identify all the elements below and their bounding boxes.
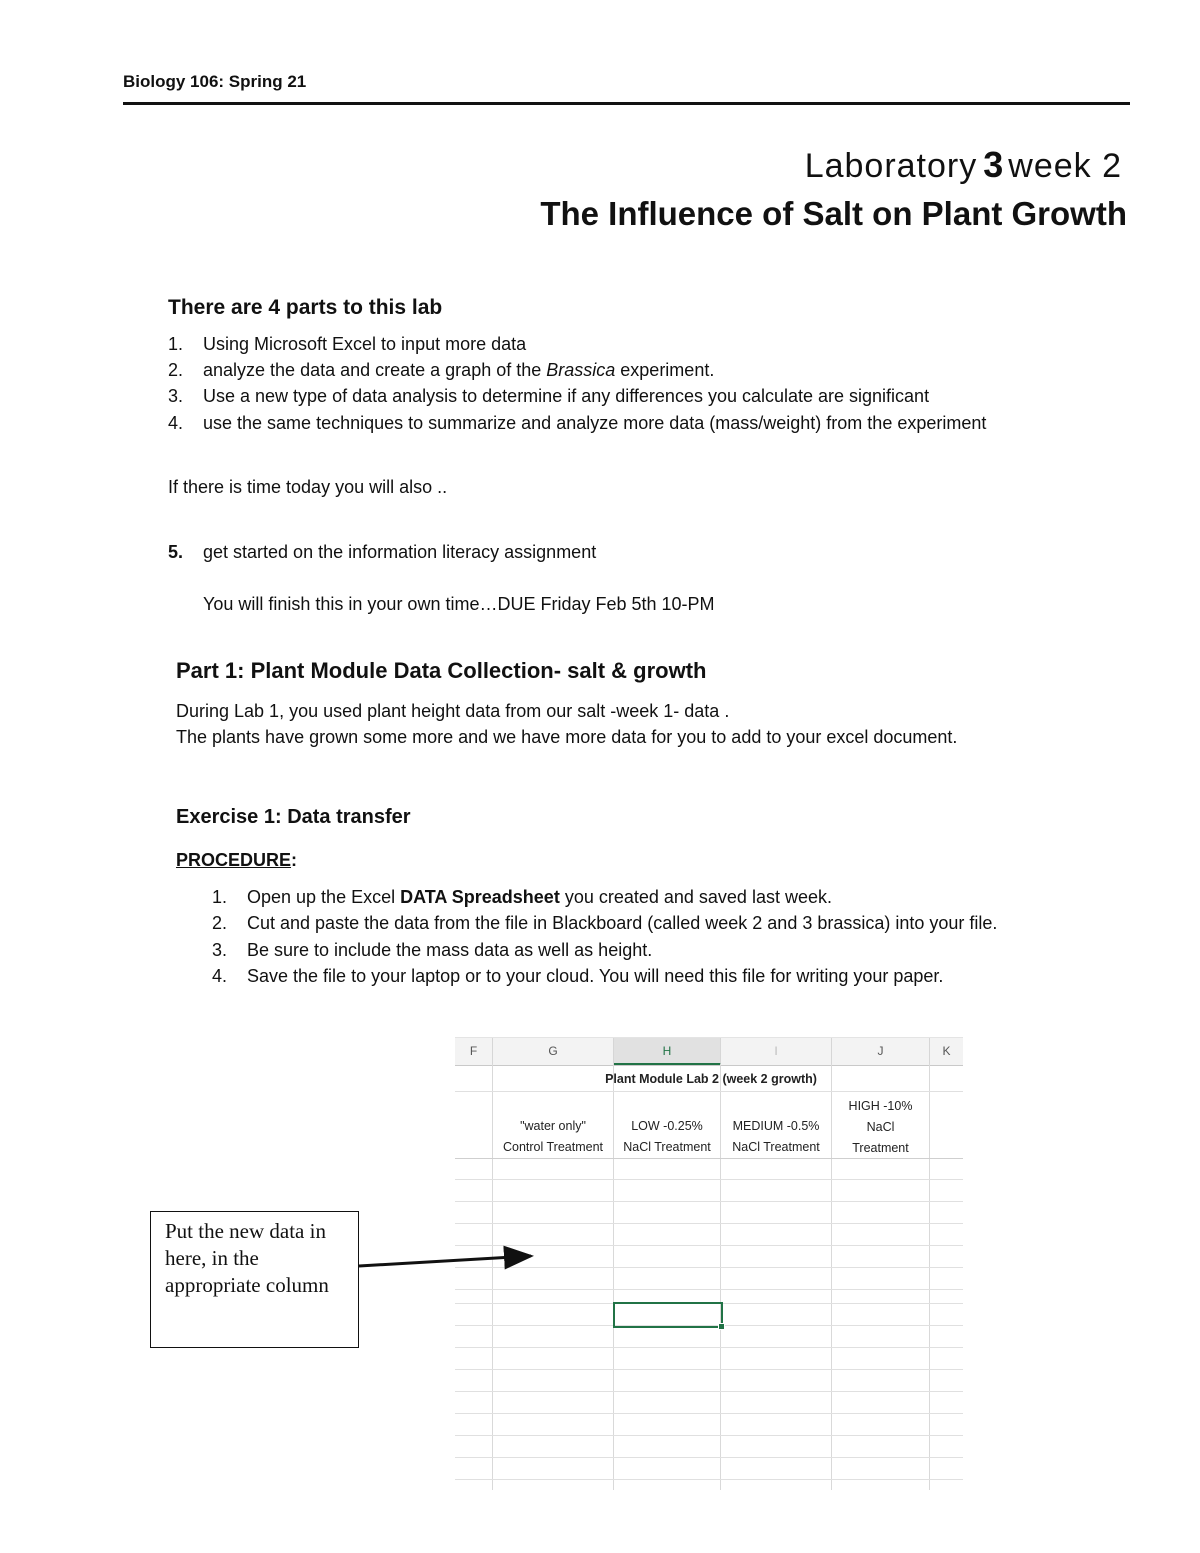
course-label: Biology 106: Spring 21 — [123, 72, 307, 91]
header-cell-high[interactable]: HIGH -10% NaCl Treatment — [848, 1099, 913, 1155]
procedure-step: 2. Cut and paste the data from the file in Blackboard (called week 2 and 3 brassica) into your file. — [212, 913, 998, 933]
lab-number: 3 — [983, 144, 1005, 185]
part1-line2: The plants have grown some more and we have more data for you to add to your excel document. — [176, 727, 958, 747]
exercise-heading: Exercise 1: Data transfer — [176, 806, 411, 828]
column-header-f[interactable]: F — [455, 1038, 493, 1065]
header-cell-medium[interactable]: MEDIUM -0.5% NaCl Treatment — [732, 1119, 820, 1154]
list-item: 1. Using Microsoft Excel to input more data — [168, 334, 527, 354]
sheet-table-title: Plant Module Lab 2 (week 2 growth) — [605, 1072, 817, 1086]
grid-line — [455, 1223, 963, 1224]
selected-cell[interactable] — [613, 1302, 723, 1328]
header-rule — [123, 102, 1130, 105]
grid-line — [455, 1179, 963, 1180]
procedure-label: PROCEDURE: — [176, 850, 298, 870]
procedure-step: 1. Open up the Excel DATA Spreadsheet you created and saved last week. — [212, 887, 832, 907]
grid-line — [455, 1289, 963, 1290]
list-item: 2. analyze the data and create a graph of the Brassica experiment. — [168, 360, 715, 380]
lab-title-prefix: Laboratory — [804, 147, 978, 185]
lab-title — [805, 144, 1122, 186]
grid-line — [455, 1391, 963, 1392]
due-note: You will finish this in your own time…DUE Friday Feb 5th 10-PM — [203, 594, 715, 614]
arrow-icon — [355, 1245, 540, 1275]
grid-line — [455, 1413, 963, 1414]
grid-line — [455, 1347, 963, 1348]
header-cell-control[interactable]: "water only" Control Treatment — [502, 1119, 604, 1154]
column-header-g[interactable]: G — [493, 1038, 614, 1065]
grid-line — [455, 1091, 963, 1092]
list-item: 3. Use a new type of data analysis to determine if any differences you calculate are significant — [168, 386, 930, 406]
grid-line — [455, 1201, 963, 1202]
procedure-step: 3. Be sure to include the mass data as well as height. — [212, 940, 653, 960]
part1-line1: During Lab 1, you used plant height data from our salt -week 1- data . — [176, 701, 730, 721]
column-header-j[interactable]: J — [832, 1038, 930, 1065]
grid-line — [455, 1457, 963, 1458]
grid-line — [455, 1435, 963, 1436]
grid-line — [455, 1369, 963, 1370]
grid-line — [455, 1479, 963, 1480]
column-header-h[interactable]: H — [614, 1038, 721, 1065]
column-header-k[interactable]: K — [942, 1044, 951, 1058]
grid-line — [929, 1064, 930, 1490]
header-cell-low[interactable]: LOW -0.25% NaCl Treatment — [623, 1119, 711, 1154]
list-item: 4. use the same techniques to summarize and analyze more data (mass/weight) from the experiment — [168, 413, 987, 433]
procedure-step: 4. Save the file to your laptop or to your cloud. You will need this file for writing your paper. — [212, 966, 944, 986]
callout-text: Put the new data in here, in the appropriate column — [165, 1219, 329, 1297]
column-header-i[interactable]: I — [721, 1038, 832, 1065]
lab-subtitle: The Influence of Salt on Plant Growth — [540, 195, 1127, 232]
part1-heading: Part 1: Plant Module Data Collection- salt & growth — [176, 658, 707, 683]
parts-heading: There are 4 parts to this lab — [168, 296, 443, 319]
lab-title-suffix: week 2 — [1008, 147, 1122, 185]
list-item: 5. get started on the information literacy assignment — [168, 542, 597, 562]
column-header-row — [455, 1037, 963, 1066]
callout-box — [150, 1211, 359, 1348]
time-note: If there is time today you will also .. — [168, 477, 448, 497]
